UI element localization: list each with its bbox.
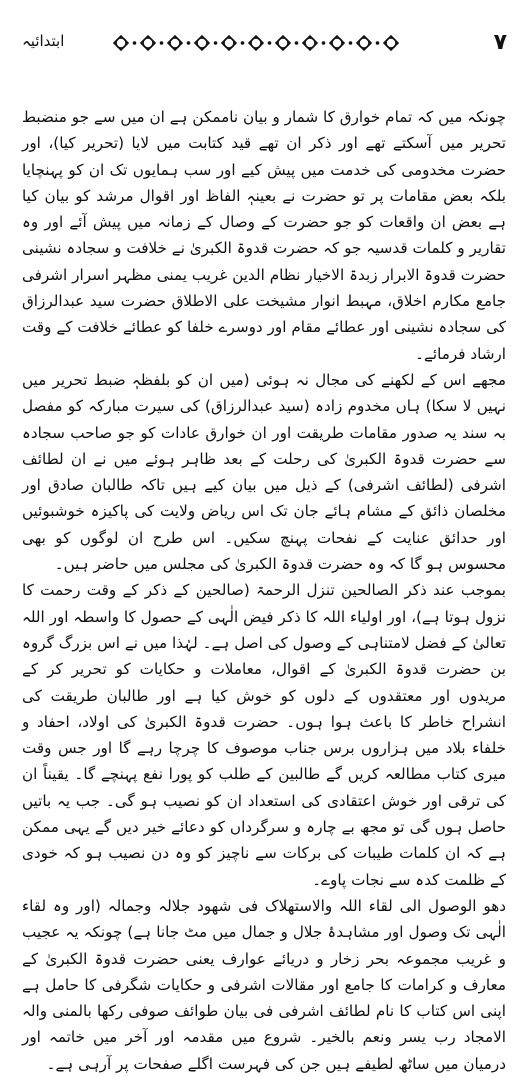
paragraph: بموجب عند ذکر الصالحین تنزل الرحمۃ (صالحین کے ذکر کے وقت رحمت کا نزول ہوتا ہے)، اور اولیاء اللہ کا ذکر فیض الٰہی کے حصول کا واسطہ اور اللہ تعالیٰ کے فضل لامتناہی کے وصول کی اصل ہے۔ لہٰذا میں نے اس بزرگ گروہ بن حضرت قدوۃ الکبریٰ کے اقوال، معاملات و حکایات کو تحریر کر کے مریدوں اور معتقدوں کے دلوں کو خوش کیا ہے اور طالبان طریقت کی انشراح خاطر کا باعث ہوا ہوں۔ حضرت قدوۃ الکبریٰ کی اولاد، احفاد و خلفاء بلاد میں ہزاروں برس جناب موصوف کا چرچا رہے گا اور جس وقت میری کتاب مطالعہ کریں گے طالبین کے طلب کو پورا نفع پہنچے گا۔ یقیناً ان کی ترقی اور خوش اعتقادی کی استعداد ان کو نصیب ہو گی۔ جب یہ باتیں حاصل ہوں گی تو مجھ بے چارہ و سرگرداں کو دعائے خیر دیں گے یہی ممکن ہے کہ ان کلمات طیبات کی برکات سے ناچیز کو وہ دن نصیب ہو کہ خودی کے ظلمت کدہ سے نجات پاوے۔	[22, 581, 506, 889]
paragraph: دھو الوصول الی لقاء اللہ والاستھلاک فی شھود جلالہ وجمالہ (اور وہ لقاء الٰہی تک وصول اور مشاہدۂ جلال و جمال میں مٹ جانا ہے) چونکہ یہ عجیب و غریب مجموعہ بحر زخار و دریائے عوارف یعنی حضرت قدوۃ الکبریٰ کے معارف و کرامات کا جامع اور مقالات اشرفی و حکایات شگرفی کا حامل ہے اپنی اس کتاب کا نام لطائف اشرفی فی بیان طوائف صوفی رکھا بالمنی والہ الامجاد رب یسر ونعم بالخیر۔ شروع میں مقدمہ اور آخر میں خاتمہ اور درمیان میں ساٹھ لطیفے ہیں جن کی فہرست اگلے صفحات پر آرہی ہے۔	[22, 896, 506, 1073]
paragraph: چونکہ میں کہ تمام خوارق کا شمار و بیان ناممکن ہے ان میں سے جو منضبط تحریر میں آسکتے تھے اور ذکر ان تھے قید کتابت میں لایا (تحریر کیا)، اور حضرت مخدومی کی خدمت میں پیش کیے اور سب ہمایوں تک ان کو پہنچایا بلکہ بعض مقامات پر تو حضرت نے بعینہٖ الفاظ اور اقوال مرشد کو بیان کیا ہے بعض ان واقعات کو جو حضرت کے وصال کے زمانہ میں پیش آئے اور وہ تقاریر و کلمات قدسیہ جو کہ حضرت قدوۃ الکبریٰ نے خلافت و سجادہ نشینی حضرت قدوۃ الابرار زبدۃ الاخیار نظام الدین غریب یمنی مظہر اسرار اشرفی جامع مکارم اخلاق، مہبط انوار مشیخت علی الاطلاق حضرت سید عبدالرزاق کی سجادہ نشینی اور عطائے مقام اور دوسرے خلفا کو عطائے خلافت کے وقت ارشاد فرمائے۔	[22, 108, 506, 363]
page-header	[0, 22, 525, 62]
running-title: ابتدائیہ	[22, 32, 65, 50]
ornamental-border-icon	[112, 32, 402, 54]
page-number: ٧	[493, 30, 507, 55]
paragraph: مجھے اس کے لکھنے کی مجال نہ ہوئی (میں ان کو بلفظہٖ ضبط تحریر میں نہیں لا سکا) ہاں مخدوم زادہ (سید عبدالرزاق) کی سیرت مبارکہ کو مفصل بہ سند یہ صدور مقامات طریقت اور ان خوارق عادات کو جو صاحب سجادہ سے حضرت قدوۃ الکبریٰ کی رحلت کے بعد ظاہر ہوئے میں نے ان لطائف اشرفی (لطائف اشرفی) کے ذیل میں بیان کیے ہیں تاکہ طالبان صادق اور مخلصان ذائق کے مشام ہائے جان تک اس ریاض ولایت کی پاکیزہ خوشبوئیں اور حدائق عنایت کے نفحات پہنچ سکیں۔ اس طرح ان لوگوں کو بھی محسوس ہو گا کہ وہ حضرت قدوۃ الکبریٰ کی مجلس میں حاضر ہیں۔	[22, 370, 506, 574]
body-text	[22, 104, 506, 1077]
